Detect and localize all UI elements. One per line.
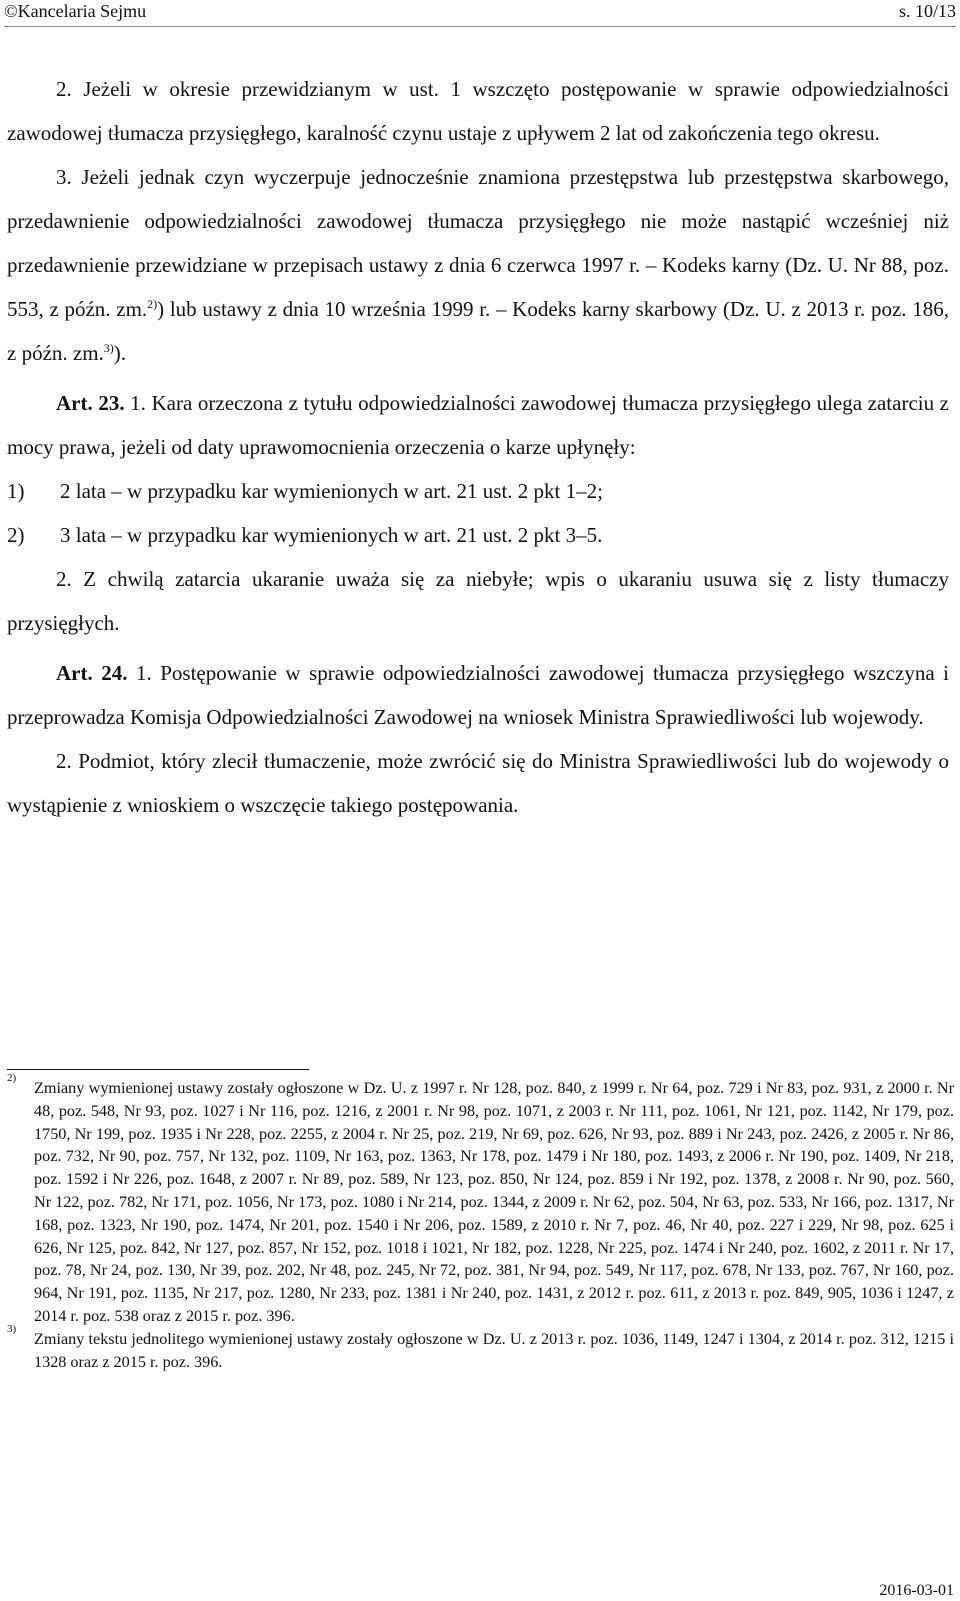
article-24-text: 1. Postępowanie w sprawie odpowiedzialności zawodowej tłumacza przysięgłego wszczyna i przeprowadza Komisja Odpowiedzialności Zawodowej na wniosek Ministra Sprawiedliwości lub wojewody. — [7, 661, 949, 729]
paragraph-ust-3-text-c: ). — [113, 341, 127, 365]
list-item — [7, 513, 949, 557]
article-23-text: 1. Kara orzeczona z tytułu odpowiedzialności zawodowej tłumacza przysięgłego ulega zatarciu z mocy prawa, jeżeli od daty uprawomocnienia orzeczenia o karze upłynęły: — [7, 391, 950, 459]
footnote-2 — [7, 1072, 954, 1328]
article-24 — [7, 651, 949, 739]
footnote-text: Zmiany tekstu jednolitego wymienionej ustawy zostały ogłoszone w Dz. U. z 2013 r. poz. 1036, 1149, 1247 i 1304, z 2014 r. poz. 312, 1215 i 1328 oraz z 2015 r. poz. 396. — [34, 1329, 954, 1371]
paragraph-ust-3-text-a: 3. Jeżeli jednak czyn wyczerpuje jednocześnie znamiona przestępstwa lub przestępstwa skarbowego, przedawnienie odpowiedzialności zawodowej tłumacza przysięgłego nie może nastąpić wcześniej niż przedawnienie przewidziane w przepisach ustawy z dnia 6 czerwca 1997 r. – Kodeks karny (Dz. U. Nr 88, poz. 553, z późn. zm. — [7, 165, 949, 321]
footnote-ref-3[interactable]: 3) — [103, 341, 114, 355]
paragraph-ust-3-text-b: ) lub ustawy z dnia 10 września 1999 r. – Kodeks karny skarbowy (Dz. U. z 2013 r. poz. 186, z późn. zm. — [7, 297, 949, 365]
article-23-heading: Art. 23. — [56, 391, 125, 415]
footnote-separator — [7, 1069, 309, 1070]
list-item-number: 2) — [7, 523, 25, 547]
paragraph-zatarcie: 2. Z chwilą zatarcia ukaranie uważa się za niebyłe; wpis o ukaraniu usuwa się z listy tłumaczy przysięgłych. — [7, 567, 949, 635]
article-24-heading: Art. 24. — [56, 661, 128, 685]
list-item-text: 2 lata – w przypadku kar wymienionych w art. 21 ust. 2 pkt 1–2; — [60, 479, 603, 503]
list-item-text: 3 lata – w przypadku kar wymienionych w art. 21 ust. 2 pkt 3–5. — [60, 523, 603, 547]
list-item — [7, 469, 949, 513]
footnote-ref-2[interactable]: 2) — [147, 297, 158, 311]
document-body — [7, 67, 949, 827]
footnote-mark: 3) — [7, 1322, 17, 1335]
paragraph-ust-3 — [7, 155, 949, 375]
footnotes — [7, 1072, 954, 1373]
footnote-3 — [7, 1322, 954, 1374]
paragraph-ust-2: 2. Jeżeli w okresie przewidzianym w ust. 1 wszczęto postępowanie w sprawie odpowiedzialności zawodowej tłumacza przysięgłego, karalność czynu ustaje z upływem 2 lat od zakończenia tego okresu. — [7, 77, 949, 145]
footnote-text: Zmiany wymienionej ustawy zostały ogłoszone w Dz. U. z 1997 r. Nr 128, poz. 840, z 1999 r. Nr 64, poz. 729 i Nr 83, poz. 931, z 2000 r. Nr 48, poz. 548, Nr 93, poz. 1027 i Nr 116, poz. 1216, z 2001 r. Nr 98, poz. 1071, z 2003 r. Nr 111, poz. 1061, Nr 121, poz. 1142, Nr 179, poz. 1750, Nr 199, poz. 1935 i Nr 228, poz. 2255, z 2004 r. Nr 25, poz. 219, Nr 69, poz. 626, Nr 93, poz. 889 i Nr 243, poz. 2426, z 2005 r. Nr 86, poz. 732, Nr 90, poz. 757, Nr 132, poz. 1109, Nr 163, poz. 1363, Nr 178, poz. 1479 i Nr 180, poz. 1493, z 2006 r. Nr 190, poz. 1409, Nr 218, poz. 1592 i Nr 226, poz. 1648, z 2007 r. Nr 89, poz. 589, Nr 123, poz. 850, Nr 124, poz. 859 i Nr 192, poz. 1378, z 2008 r. Nr 90, poz. 560, Nr 122, poz. 782, Nr 171, poz. 1056, Nr 173, poz. 1080 i Nr 214, poz. 1344, z 2009 r. Nr 62, poz. 504, Nr 63, poz. 533, Nr 166, poz. 1317, Nr 168, poz. 1323, Nr 190, poz. 1474, Nr 201, poz. 1540 i Nr 206, poz. 1589, z 2010 r. Nr 7, poz. 46, Nr 40, poz. 227 i 229, Nr 98, poz. 625 i 626, Nr 125, poz. 842, Nr 127, poz. 857, Nr 152, poz. 1018 i 1021, Nr 182, poz. 1228, Nr 225, poz. 1474 i Nr 240, poz. 1602, z 2011 r. Nr 17, poz. 78, Nr 24, poz. 130, Nr 39, poz. 202, Nr 48, poz. 245, Nr 72, poz. 381, Nr 94, poz. 549, Nr 117, poz. 678, Nr 133, poz. 767, Nr 160, poz. 964, Nr 191, poz. 1135, Nr 217, poz. 1280, Nr 233, poz. 1381 i Nr 240, poz. 1431, z 2012 r. poz. 611, z 2013 r. poz. 849, 905, 1036 i 1247, z 2014 r. poz. 538 oraz z 2015 r. poz. 396. — [34, 1079, 954, 1325]
article-23 — [7, 381, 949, 469]
page-number: s. 10/13 — [898, 1, 956, 21]
list-item-number: 1) — [7, 479, 25, 503]
publisher-label: ©Kancelaria Sejmu — [4, 1, 147, 21]
footnote-mark: 2) — [7, 1072, 17, 1084]
page-header — [4, 0, 956, 27]
paragraph-podmiot: 2. Podmiot, który zlecił tłumaczenie, może zwrócić się do Ministra Sprawiedliwości lub do wojewody o wystąpienie z wnioskiem o wszczęcie takiego postępowania. — [7, 749, 949, 817]
publication-date: 2016-03-01 — [879, 1582, 954, 1599]
